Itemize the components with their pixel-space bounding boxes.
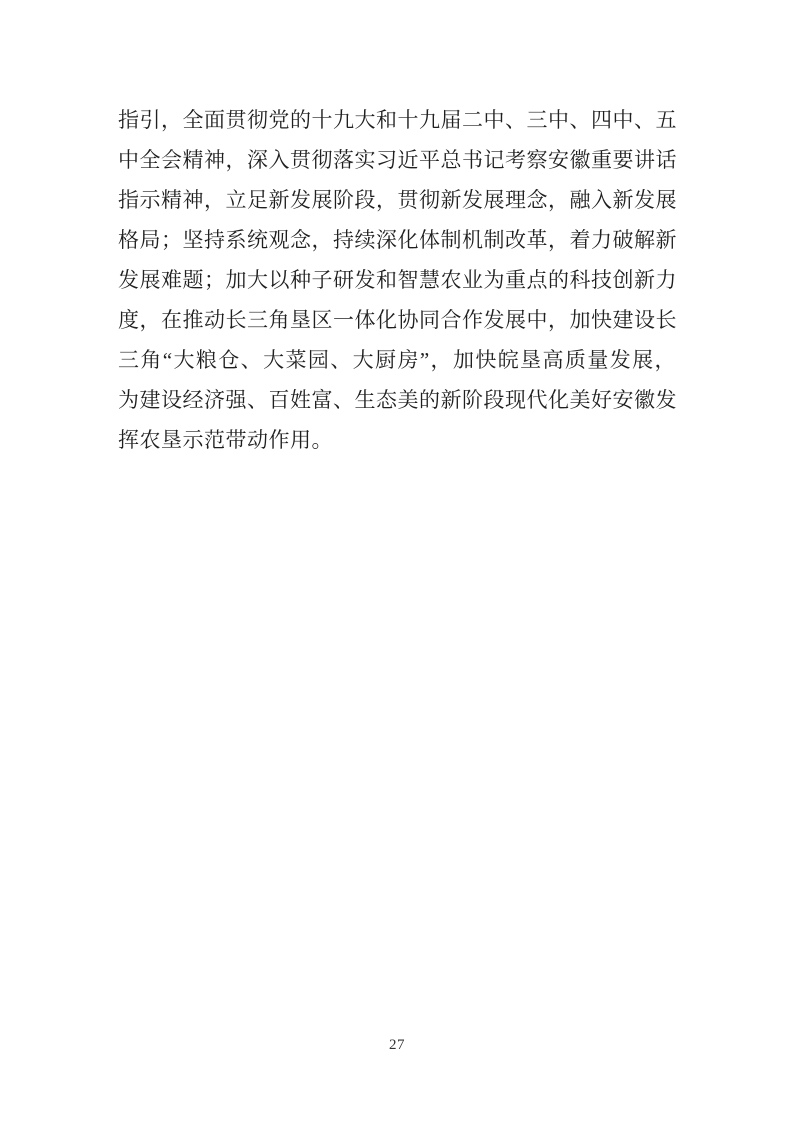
paragraph-line: 格局；坚持系统观念，持续深化体制机制改革，着力破解新	[118, 228, 677, 252]
paragraph-line: 中全会精神，深入贯彻落实习近平总书记考察安徽重要讲话	[118, 148, 677, 172]
paragraph-line-last: 挥农垦示范带动作用。	[118, 428, 333, 452]
paragraph-line: 指示精神，立足新发展阶段，贯彻新发展理念，融入新发展	[118, 188, 677, 212]
paragraph-line: 为建设经济强、百姓富、生态美的新阶段现代化美好安徽发	[118, 388, 677, 412]
paragraph-line: 度，在推动长三角垦区一体化协同合作发展中，加快建设长	[118, 308, 677, 332]
page-number: 27	[389, 1037, 405, 1053]
paragraph-line: 指引，全面贯彻党的十九大和十九届二中、三中、四中、五	[118, 108, 677, 132]
paragraph-line: 三角“大粮仓、大菜园、大厨房”，加快皖垦高质量发展，	[118, 348, 676, 372]
paragraph-line: 发展难题；加大以种子研发和智慧农业为重点的科技创新力	[118, 268, 677, 292]
body-paragraph	[118, 100, 676, 460]
page-footer	[0, 1036, 794, 1054]
